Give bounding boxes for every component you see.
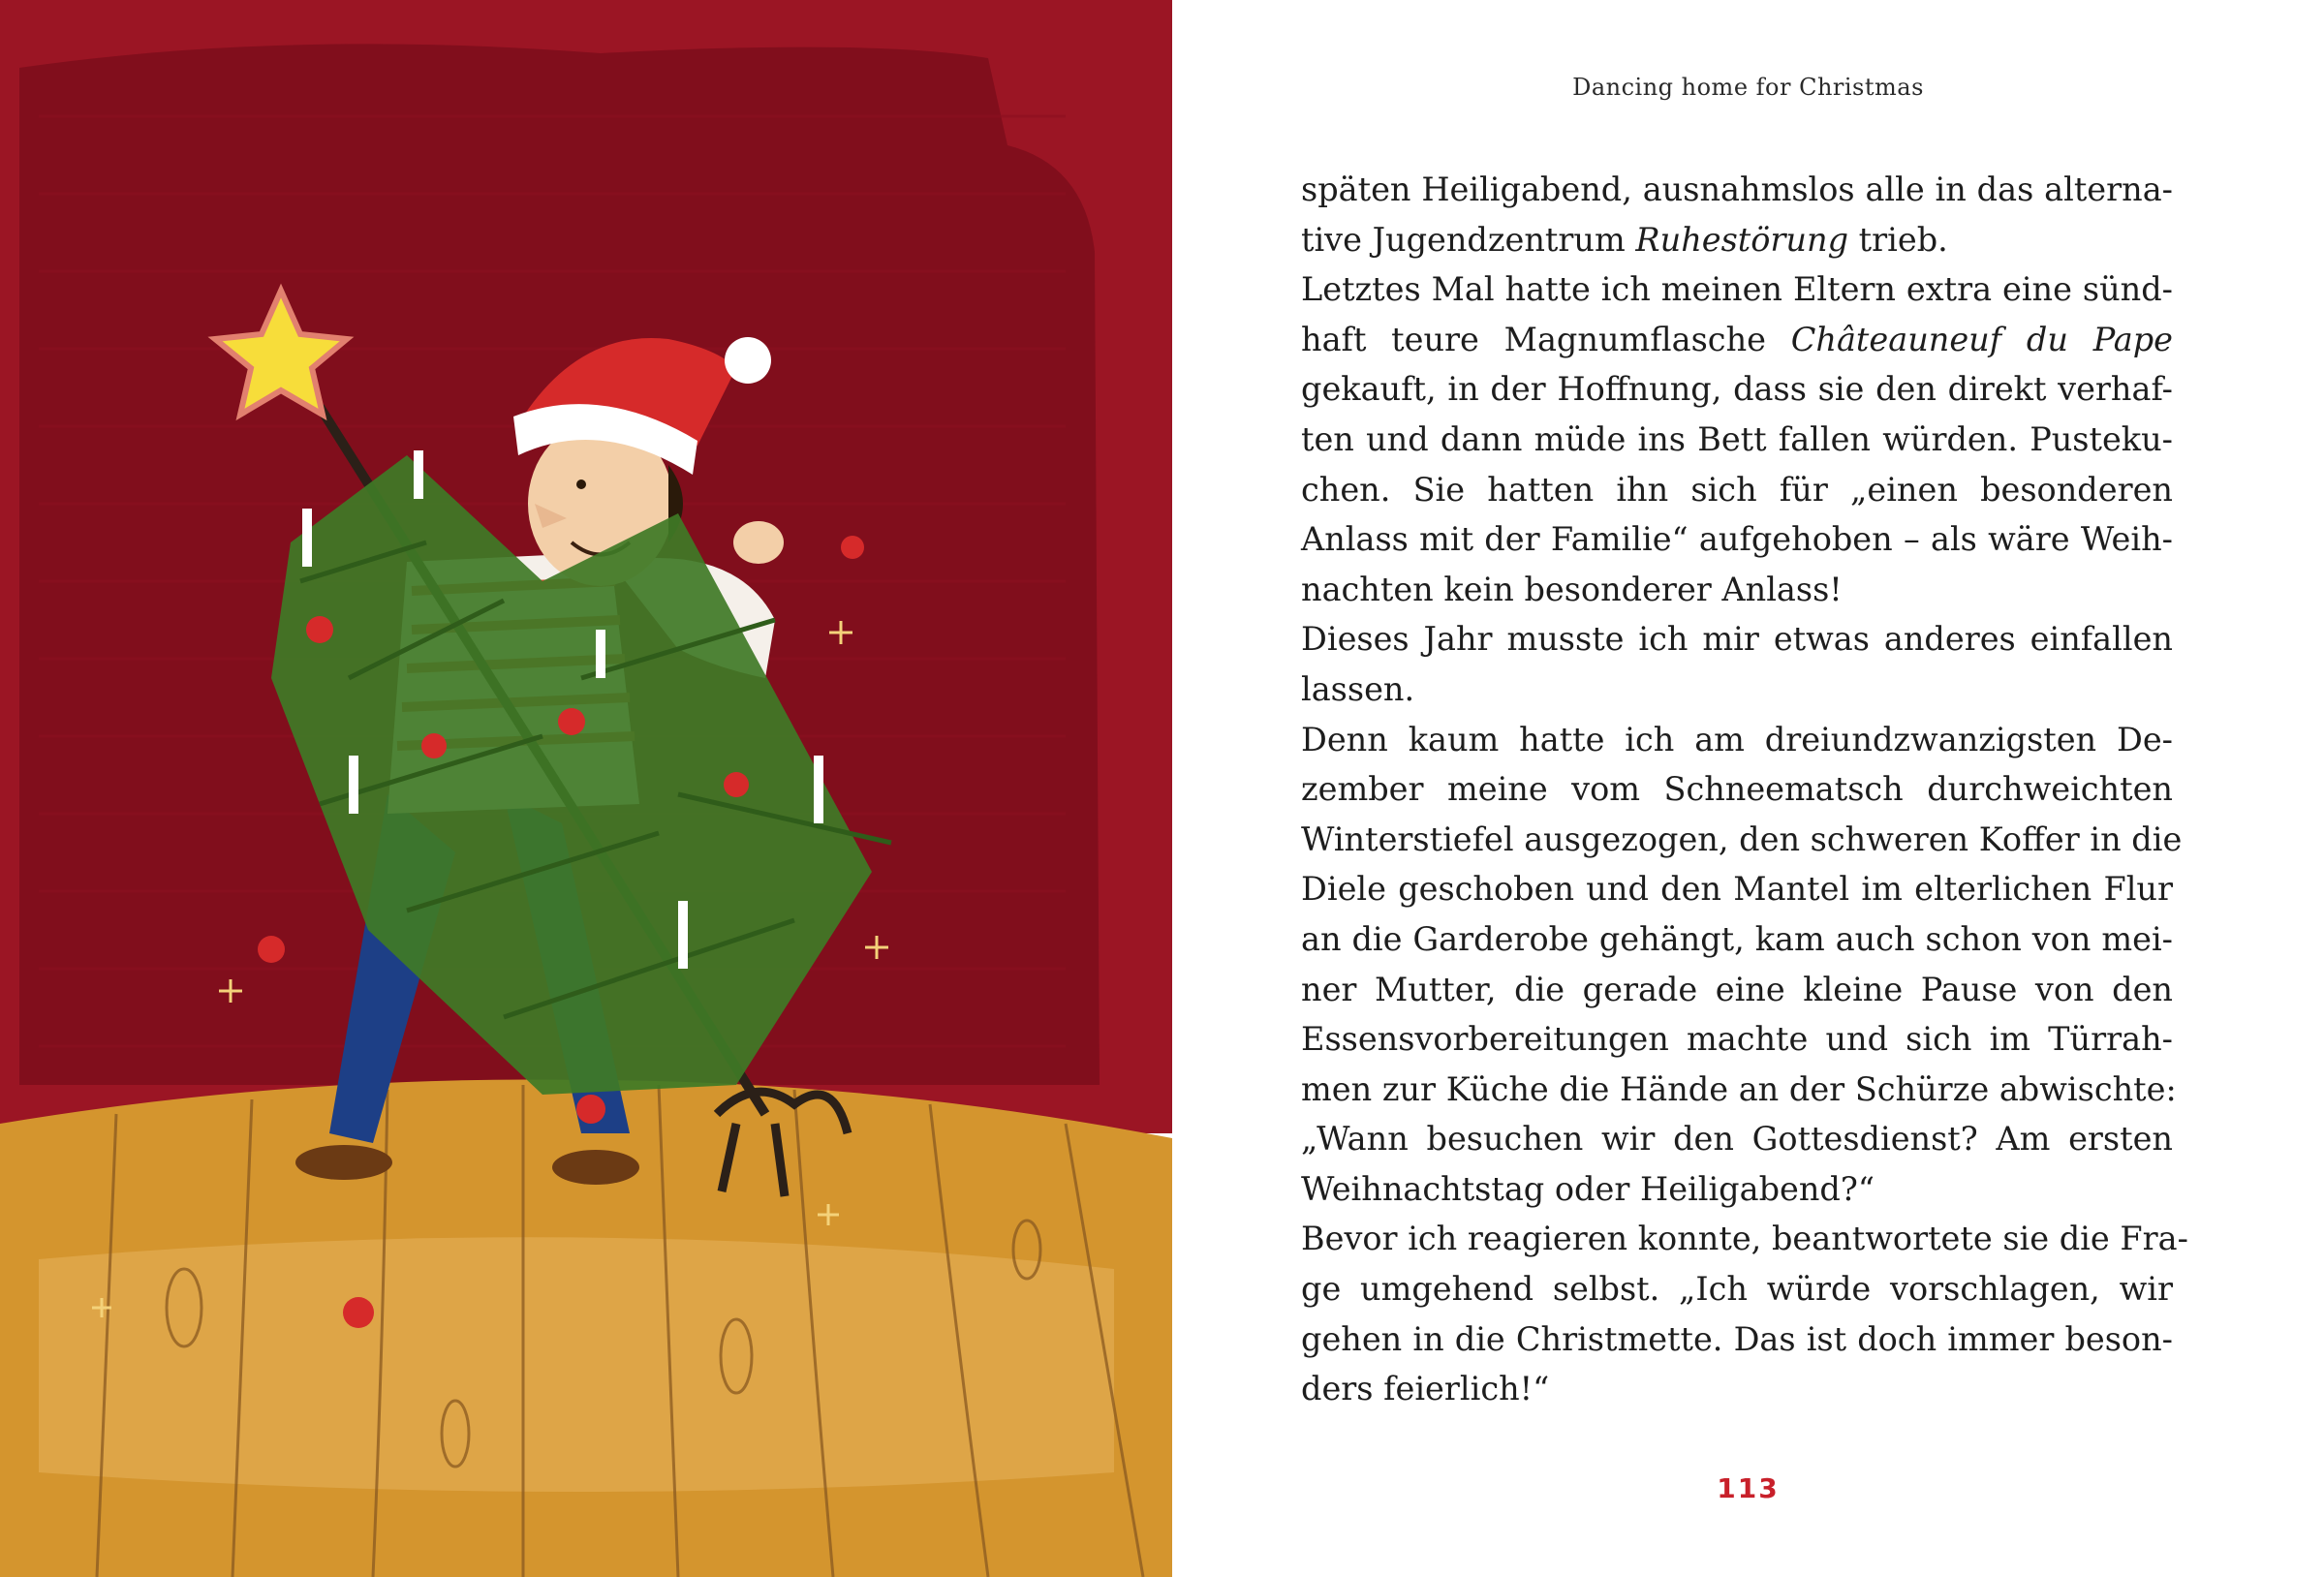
- text-line-17: ner Mutter, die gerade eine kleine Pause von den: [1301, 970, 2173, 1008]
- text-line-23: ge umgehend selbst. „Ich würde vorschlagen, wir: [1301, 1270, 2173, 1309]
- santa-hat-pompom: [725, 337, 771, 384]
- text-line-13: zember meine vom Schneematsch durchweichten: [1301, 770, 2173, 809]
- text-line-3: Letztes Mal hatte ich meinen Eltern extra eine sünd-: [1301, 270, 2173, 309]
- text-line-8: Anlass mit der Familie“ aufgehoben – als wäre Weih-: [1301, 520, 2173, 559]
- body-text: [1301, 165, 2188, 1414]
- boy-eye: [576, 479, 586, 489]
- text-line-9: nachten kein besonderer Anlass!: [1301, 570, 1843, 608]
- text-line-14: Winterstiefel ausgezogen, den schweren Koffer in die: [1301, 819, 2183, 858]
- text-line-16: an die Garderobe gehängt, kam auch schon von mei-: [1301, 919, 2173, 958]
- text-line-2: tive Jugendzentrum Ruhestörung trieb.: [1301, 220, 1948, 259]
- text-line-1: späten Heiligabend, ausnahmslos alle in das alterna-: [1301, 170, 2173, 208]
- text-line-4: haft teure Magnumflasche Châteauneuf du Pape: [1301, 320, 2173, 358]
- floor-spotlight: [39, 1237, 1114, 1492]
- text-line-6: ten und dann müde ins Bett fallen würden. Pusteku-: [1301, 419, 2173, 458]
- emphasis-venue: Ruhestörung: [1635, 220, 1849, 259]
- boy-right-hand: [733, 521, 784, 564]
- text-line-19: men zur Küche die Hände an der Schürze abwischte:: [1301, 1069, 2177, 1108]
- text-line-18: Essensvorbereitungen machte und sich im Türrah-: [1301, 1020, 2173, 1059]
- running-header: Dancing home for Christmas: [1572, 74, 1924, 101]
- emphasis-wine: Châteauneuf du Pape: [1790, 320, 2173, 358]
- text-line-15: Diele geschoben und den Mantel im elterlichen Flur: [1301, 870, 2173, 909]
- text-line-10: Dieses Jahr musste ich mir etwas anderes einfallen: [1301, 620, 2173, 659]
- text-line-5: gekauft, in der Hoffnung, dass sie den direkt verhaf-: [1301, 370, 2173, 409]
- text-line-7: chen. Sie hatten ihn sich für „einen besonderen: [1301, 470, 2173, 509]
- page-number: 113: [1717, 1472, 1780, 1504]
- text-line-21: Weihnachtstag oder Heiligabend?“: [1301, 1169, 1875, 1208]
- text-line-24: gehen in die Christmette. Das ist doch immer beson-: [1301, 1319, 2173, 1358]
- boy-left-shoe: [295, 1145, 392, 1180]
- boy-right-shoe: [552, 1150, 639, 1185]
- text-page: [1172, 0, 2324, 1577]
- text-line-20: „Wann besuchen wir den Gottesdienst? Am ersten: [1301, 1120, 2173, 1159]
- text-line-22: Bevor ich reagieren konnte, beantwortete sie die Fra-: [1301, 1220, 2188, 1258]
- text-line-11: lassen.: [1301, 669, 1415, 708]
- text-line-12: Denn kaum hatte ich am dreiundzwanzigsten De-: [1301, 720, 2173, 758]
- text-line-25: ders feierlich!“: [1301, 1370, 1550, 1408]
